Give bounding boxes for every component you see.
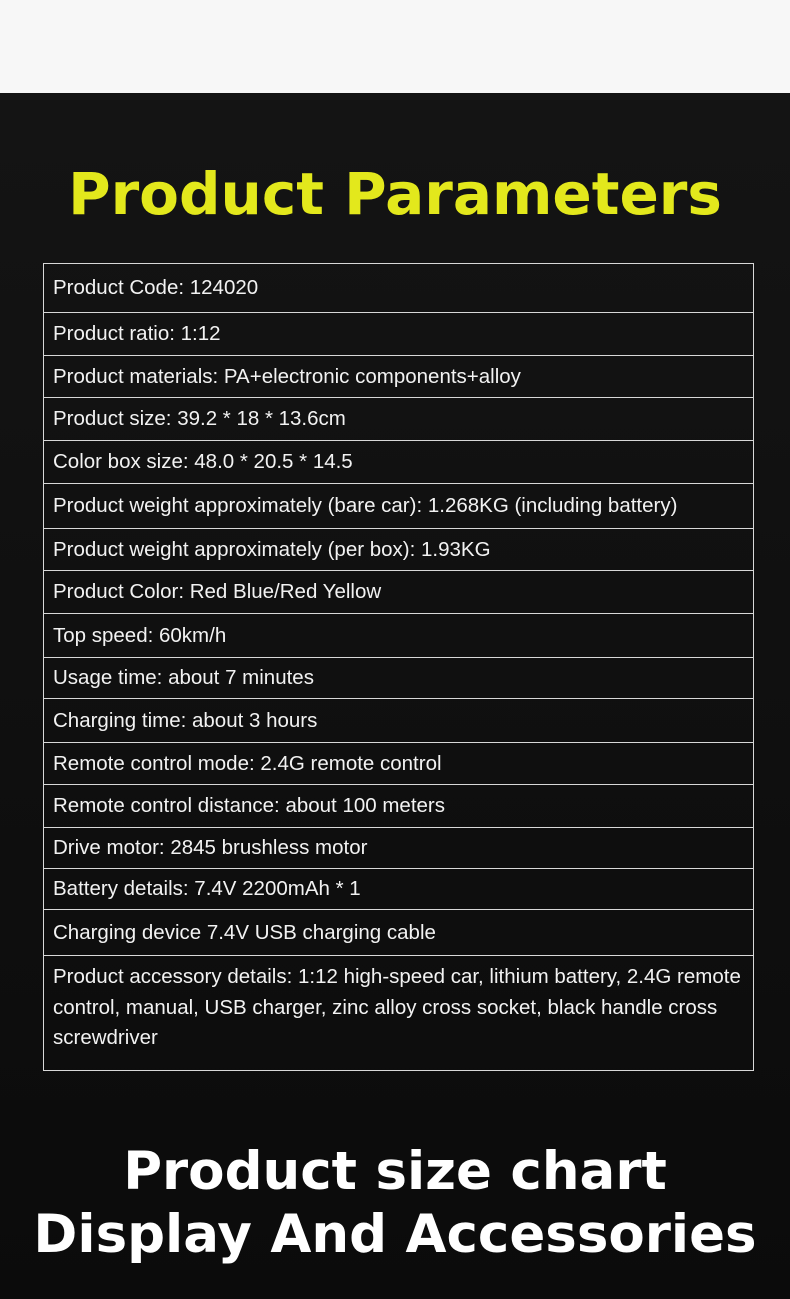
param-row: Remote control mode: 2.4G remote control [44, 743, 753, 785]
size-chart-title: Product size chart [123, 1141, 667, 1202]
param-row: Charging device 7.4V USB charging cable [44, 910, 753, 956]
param-row: Product weight approximately (per box): 1.93KG [44, 529, 753, 571]
param-row: Charging time: about 3 hours [44, 699, 753, 743]
param-row: Product Color: Red Blue/Red Yellow [44, 571, 753, 614]
display-accessories-title: Display And Accessories [33, 1204, 757, 1265]
param-row: Top speed: 60km/h [44, 614, 753, 658]
param-row: Product size: 39.2 * 18 * 13.6cm [44, 398, 753, 441]
parameters-table [43, 263, 754, 1071]
param-row: Product ratio: 1:12 [44, 313, 753, 356]
section-title: Product Parameters [68, 160, 722, 228]
param-row: Remote control distance: about 100 meters [44, 785, 753, 828]
param-row: Usage time: about 7 minutes [44, 658, 753, 699]
param-row: Drive motor: 2845 brushless motor [44, 828, 753, 869]
param-row-accessories: Product accessory details: 1:12 high-speed car, lithium battery, 2.4G remote control, manual, USB charger, zinc alloy cross socket, black handle cross screwdriver [53, 965, 741, 1049]
param-row: Product materials: PA+electronic components+alloy [44, 356, 753, 398]
param-row: Battery details: 7.4V 2200mAh * 1 [44, 869, 753, 910]
top-white-strip [0, 0, 790, 93]
param-row: Product Code: 124020 [44, 264, 753, 313]
param-row: Product weight approximately (bare car): 1.268KG (including battery) [44, 484, 753, 529]
param-row: Color box size: 48.0 * 20.5 * 14.5 [44, 441, 753, 484]
